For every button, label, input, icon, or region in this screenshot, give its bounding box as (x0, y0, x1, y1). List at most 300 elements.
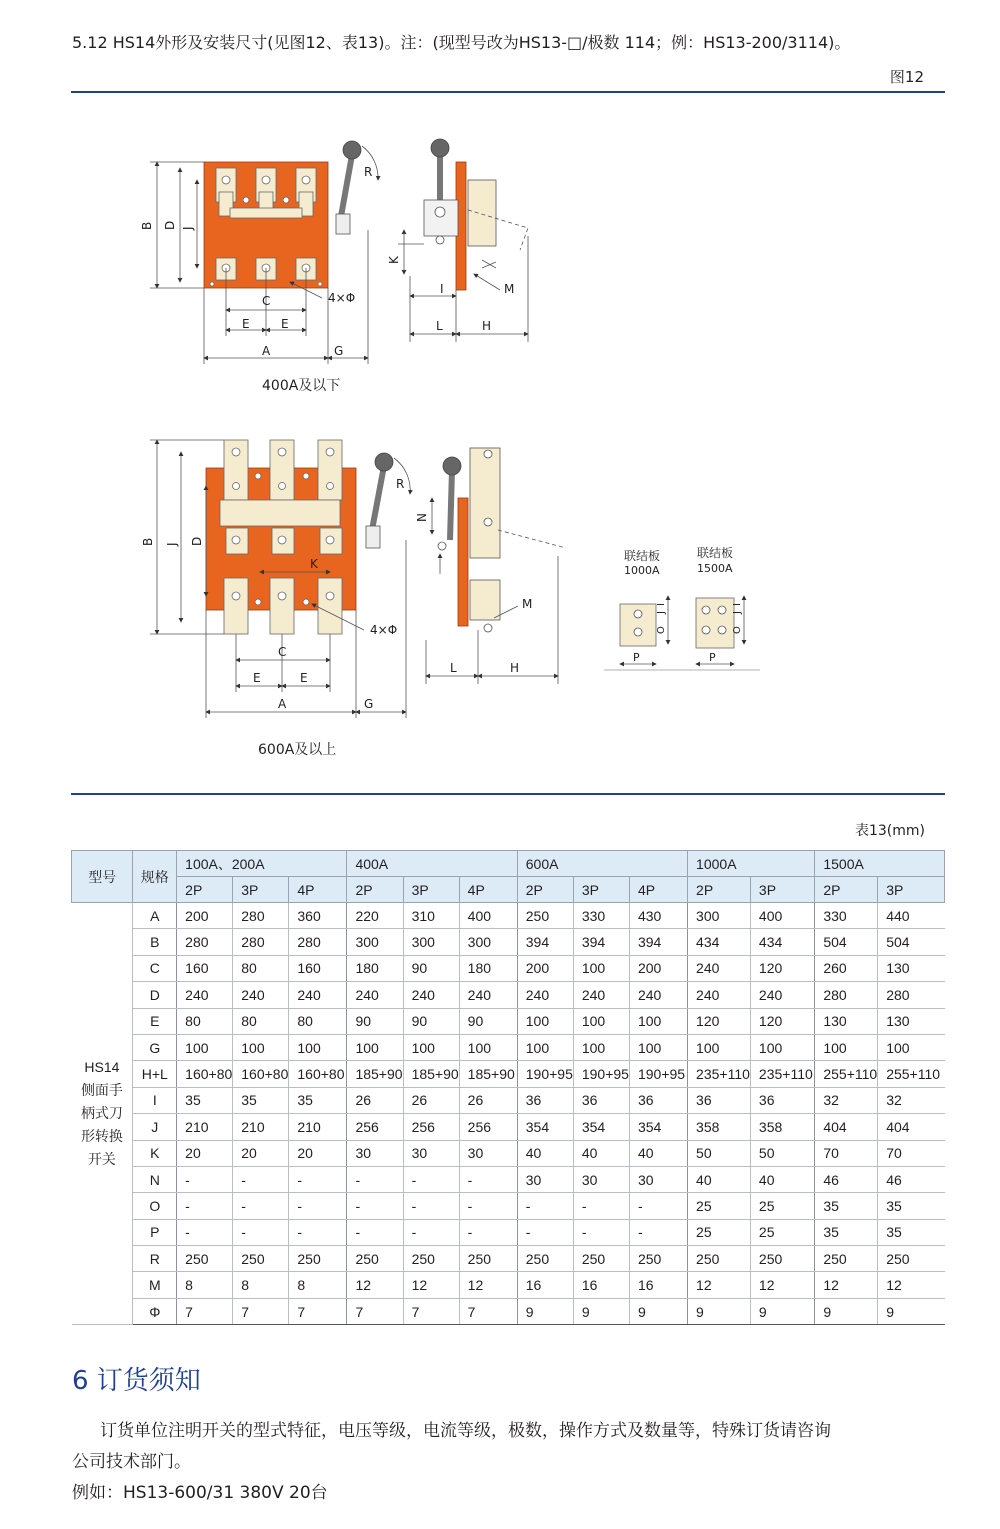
table-cell: 35 (878, 1193, 945, 1219)
plate-1500-rating: 1500A (697, 562, 733, 575)
table-cell: 36 (750, 1087, 814, 1113)
table-cell: 400 (750, 903, 814, 929)
table-row (72, 903, 945, 929)
table-cell: 200 (517, 955, 573, 981)
technical-drawing (0, 100, 1000, 790)
table-cell: 256 (403, 1114, 459, 1140)
table-cell: 30 (403, 1140, 459, 1166)
table-cell: - (517, 1193, 573, 1219)
table-cell: 160+80 (177, 1061, 233, 1087)
pole-header: 4P (629, 877, 687, 903)
table-cell: 240 (403, 982, 459, 1008)
table-cell: 280 (233, 903, 289, 929)
table-row (72, 929, 945, 955)
dim-top-phi: 4×Φ (328, 291, 356, 305)
table-cell: 7 (347, 1298, 403, 1324)
table-cell: - (459, 1166, 517, 1192)
group-header: 600A (517, 851, 687, 877)
table-cell: 310 (403, 903, 459, 929)
table-cell: 330 (815, 903, 878, 929)
table-cell: 100 (403, 1034, 459, 1060)
plate-1000-P: P (633, 651, 640, 664)
model-name-line: HS14 (84, 1059, 120, 1076)
table-cell: 250 (750, 1246, 814, 1272)
table-cell: 70 (815, 1140, 878, 1166)
table-cell: 250 (517, 1246, 573, 1272)
table-cell: 40 (629, 1140, 687, 1166)
order-note-line2: 公司技术部门。 (72, 1452, 191, 1472)
dim-bottom-B: B (141, 537, 155, 546)
table-cell: 100 (688, 1034, 751, 1060)
table-cell: 250 (233, 1246, 289, 1272)
table-cell: 90 (403, 955, 459, 981)
table-cell: - (289, 1219, 347, 1245)
table-cell: 100 (459, 1034, 517, 1060)
table-cell: 404 (815, 1114, 878, 1140)
table-cell: 440 (878, 903, 945, 929)
plate-1000-J: J (656, 611, 667, 614)
table-cell: - (177, 1193, 233, 1219)
row-label: B (133, 929, 177, 955)
table-cell: 40 (573, 1140, 629, 1166)
dim-top-A: A (262, 344, 271, 358)
table-cell: 504 (878, 929, 945, 955)
table-cell: 250 (629, 1246, 687, 1272)
dim-bottom-N: N (415, 513, 429, 522)
table-cell: 50 (688, 1140, 751, 1166)
table-cell: 280 (177, 929, 233, 955)
table-cell: 26 (459, 1087, 517, 1113)
table-cell: 255+110 (815, 1061, 878, 1087)
table-row (72, 1114, 945, 1140)
table-cell: 8 (177, 1272, 233, 1298)
model-name-line: 柄式刀 (80, 1105, 123, 1122)
pole-header: 3P (750, 877, 814, 903)
table-cell: 36 (629, 1087, 687, 1113)
table-cell: 404 (878, 1114, 945, 1140)
pole-header: 2P (347, 877, 403, 903)
table-cell: 180 (459, 955, 517, 981)
dim-top-H: H (482, 319, 492, 333)
row-label: H+L (133, 1061, 177, 1087)
table-cell: 35 (289, 1087, 347, 1113)
plate-1000-rating: 1000A (624, 564, 660, 577)
table-cell: 35 (815, 1193, 878, 1219)
middle-divider (71, 793, 945, 795)
table-cell: 7 (177, 1298, 233, 1324)
table-cell: 90 (347, 1008, 403, 1034)
dim-top-K: K (387, 256, 401, 264)
table-cell: - (347, 1219, 403, 1245)
dim-bottom-K: K (310, 557, 318, 571)
table-cell: 185+90 (403, 1061, 459, 1087)
table-cell: 300 (403, 929, 459, 955)
table-cell: 160 (289, 955, 347, 981)
row-label: J (133, 1114, 177, 1140)
table-cell: 240 (289, 982, 347, 1008)
row-label: C (133, 955, 177, 981)
table-row (72, 1061, 945, 1087)
dim-bottom-J: J (165, 542, 179, 546)
table-cell: 100 (573, 955, 629, 981)
table-cell: 30 (347, 1140, 403, 1166)
table-cell: 180 (347, 955, 403, 981)
plate-1500-O: O (732, 626, 743, 634)
table-cell: 50 (750, 1140, 814, 1166)
table-cell: 330 (573, 903, 629, 929)
row-label: N (133, 1166, 177, 1192)
table-cell: 9 (688, 1298, 751, 1324)
table-cell: 36 (573, 1087, 629, 1113)
dim-top-M: M (504, 282, 515, 296)
table-cell: 16 (517, 1272, 573, 1298)
table-cell: 46 (815, 1166, 878, 1192)
spec-header: 规格 (133, 851, 177, 903)
pole-header: 4P (459, 877, 517, 903)
table-cell: 30 (517, 1166, 573, 1192)
table-row (72, 1008, 945, 1034)
plate-1000-I: I (656, 603, 667, 606)
table-cell: 120 (688, 1008, 751, 1034)
table-cell: 130 (878, 1008, 945, 1034)
table-cell: 36 (688, 1087, 751, 1113)
table-cell: 240 (233, 982, 289, 1008)
caption-600A: 600A及以上 (258, 742, 337, 758)
dim-top-C: C (262, 294, 271, 308)
table-cell: 16 (573, 1272, 629, 1298)
plate-1500 (696, 598, 734, 648)
table-cell: 250 (878, 1246, 945, 1272)
model-name-line: 侧面手 (80, 1082, 123, 1099)
table-cell: 160 (177, 955, 233, 981)
table-cell: 280 (815, 982, 878, 1008)
table-cell: 100 (815, 1034, 878, 1060)
table-cell: 240 (517, 982, 573, 1008)
table-cell: 250 (517, 903, 573, 929)
table-cell: 300 (688, 903, 751, 929)
model-name-line: 开关 (87, 1151, 116, 1168)
row-label: M (133, 1272, 177, 1298)
table-cell: 120 (750, 955, 814, 981)
table-row (72, 1193, 945, 1219)
table-cell: 35 (233, 1087, 289, 1113)
table-cell: 300 (459, 929, 517, 955)
table-cell: 46 (878, 1166, 945, 1192)
table-cell: 185+90 (459, 1061, 517, 1087)
table-cell: - (459, 1219, 517, 1245)
table-cell: 394 (629, 929, 687, 955)
plate-1500-title: 联结板 (697, 546, 734, 560)
table-cell: 8 (233, 1272, 289, 1298)
pole-header: 2P (517, 877, 573, 903)
table-cell: 130 (815, 1008, 878, 1034)
table-cell: 190+95 (629, 1061, 687, 1087)
table-row (72, 1219, 945, 1245)
table-cell: 100 (573, 1008, 629, 1034)
table-cell: 200 (177, 903, 233, 929)
table-cell: 80 (177, 1008, 233, 1034)
dim-bottom-E1: E (253, 671, 261, 685)
table-cell: - (177, 1166, 233, 1192)
table-cell: 26 (347, 1087, 403, 1113)
table-cell: 12 (459, 1272, 517, 1298)
table-cell: 220 (347, 903, 403, 929)
table-cell: 32 (815, 1087, 878, 1113)
table-cell: - (629, 1219, 687, 1245)
table-cell: 30 (629, 1166, 687, 1192)
table-row (72, 1034, 945, 1060)
table-cell: 7 (233, 1298, 289, 1324)
table-cell: 12 (750, 1272, 814, 1298)
table-row (72, 1246, 945, 1272)
table-cell: 100 (517, 1008, 573, 1034)
table-cell: 35 (815, 1219, 878, 1245)
table-cell: 70 (878, 1140, 945, 1166)
table-cell: 12 (347, 1272, 403, 1298)
table-cell: 190+95 (517, 1061, 573, 1087)
table-cell: 255+110 (878, 1061, 945, 1087)
pole-header: 2P (815, 877, 878, 903)
table-cell: 240 (573, 982, 629, 1008)
table-cell: 434 (688, 929, 751, 955)
table-cell: - (629, 1193, 687, 1219)
table-cell: 240 (629, 982, 687, 1008)
table-cell: 400 (459, 903, 517, 929)
row-label: O (133, 1193, 177, 1219)
table-cell: - (233, 1193, 289, 1219)
table-cell: 280 (233, 929, 289, 955)
table-cell: 210 (177, 1114, 233, 1140)
dim-bottom-phi: 4×Φ (370, 623, 398, 637)
table-cell: 280 (289, 929, 347, 955)
table-cell: 185+90 (347, 1061, 403, 1087)
table-cell: 190+95 (573, 1061, 629, 1087)
dim-bottom-A: A (278, 697, 287, 711)
table-cell: 12 (688, 1272, 751, 1298)
plate-1500-I: I (732, 603, 743, 606)
dim-bottom-R: R (396, 477, 405, 491)
table-cell: 256 (347, 1114, 403, 1140)
row-label: A (133, 903, 177, 929)
table-cell: - (289, 1193, 347, 1219)
table-cell: 250 (573, 1246, 629, 1272)
model-name (72, 903, 133, 1325)
table-cell: 9 (750, 1298, 814, 1324)
pole-header-row (72, 877, 945, 903)
plate-1500-J: J (732, 611, 743, 614)
table-cell: 100 (289, 1034, 347, 1060)
table-row (72, 1272, 945, 1298)
model-name-line: 形转换 (80, 1128, 123, 1145)
table-cell: 12 (815, 1272, 878, 1298)
dim-top-L: L (436, 319, 443, 333)
table-cell: 25 (688, 1219, 751, 1245)
pole-header: 2P (688, 877, 751, 903)
group-header: 100A、200A (177, 851, 347, 877)
table-cell: 240 (177, 982, 233, 1008)
figure-label: 图12 (889, 68, 924, 86)
table-cell: - (517, 1219, 573, 1245)
table-cell: 394 (573, 929, 629, 955)
table-cell: 240 (688, 955, 751, 981)
table-cell: 9 (878, 1298, 945, 1324)
table-cell: 30 (573, 1166, 629, 1192)
table-cell: 100 (347, 1034, 403, 1060)
table-cell: 9 (815, 1298, 878, 1324)
table-cell: 240 (750, 982, 814, 1008)
table-cell: 100 (750, 1034, 814, 1060)
table-cell: 250 (177, 1246, 233, 1272)
pole-header: 3P (403, 877, 459, 903)
table-cell: 32 (878, 1087, 945, 1113)
table-cell: - (347, 1166, 403, 1192)
table-cell: 80 (233, 955, 289, 981)
table-cell: 256 (459, 1114, 517, 1140)
table-cell: 260 (815, 955, 878, 981)
table-cell: - (403, 1219, 459, 1245)
table-cell: - (459, 1193, 517, 1219)
table-cell: 160+80 (289, 1061, 347, 1087)
table-cell: 358 (750, 1114, 814, 1140)
plate-1500-P: P (709, 651, 716, 664)
pole-header: 2P (177, 877, 233, 903)
table-cell: 434 (750, 929, 814, 955)
order-example: 例如：HS13-600/31 380V 20台 (72, 1483, 328, 1503)
table-cell: 200 (629, 955, 687, 981)
dim-top-D: D (163, 220, 177, 230)
table-cell: 235+110 (688, 1061, 751, 1087)
table-cell: - (233, 1166, 289, 1192)
table-cell: 354 (517, 1114, 573, 1140)
table-cell: 36 (517, 1087, 573, 1113)
dim-top-R: R (364, 165, 373, 179)
table-caption: 表13(mm) (854, 823, 925, 839)
table-cell: - (233, 1219, 289, 1245)
table-cell: 90 (403, 1008, 459, 1034)
row-label: P (133, 1219, 177, 1245)
table-cell: 100 (233, 1034, 289, 1060)
table-cell: 430 (629, 903, 687, 929)
table-cell: 394 (517, 929, 573, 955)
dim-top-I: I (440, 282, 444, 296)
table-row (72, 955, 945, 981)
pole-header: 3P (573, 877, 629, 903)
group-header: 1000A (688, 851, 815, 877)
table-cell: 250 (403, 1246, 459, 1272)
table-cell: 250 (289, 1246, 347, 1272)
table-cell: 20 (289, 1140, 347, 1166)
table-cell: - (289, 1166, 347, 1192)
table-cell: 40 (688, 1166, 751, 1192)
table-cell: 9 (517, 1298, 573, 1324)
table-row (72, 1087, 945, 1113)
panel-bottom-side (458, 498, 468, 626)
table-row (72, 1140, 945, 1166)
table-cell: 300 (347, 929, 403, 955)
dim-top-E2: E (281, 317, 289, 331)
table-cell: - (573, 1193, 629, 1219)
table-cell: 40 (517, 1140, 573, 1166)
table-cell: 250 (815, 1246, 878, 1272)
table-cell: 9 (573, 1298, 629, 1324)
table-cell: 120 (750, 1008, 814, 1034)
table-cell: 210 (289, 1114, 347, 1140)
table-cell: 25 (750, 1193, 814, 1219)
table-cell: 90 (459, 1008, 517, 1034)
dim-top-G: G (334, 344, 344, 358)
table-cell: - (573, 1219, 629, 1245)
table-cell: 25 (750, 1219, 814, 1245)
table-cell: 9 (629, 1298, 687, 1324)
table-cell: 210 (233, 1114, 289, 1140)
table-cell: 80 (233, 1008, 289, 1034)
table-cell: 100 (573, 1034, 629, 1060)
table-cell: 360 (289, 903, 347, 929)
table-cell: 354 (629, 1114, 687, 1140)
table-cell: 250 (347, 1246, 403, 1272)
table-cell: 240 (688, 982, 751, 1008)
row-label: Φ (133, 1298, 177, 1324)
table-cell: 235+110 (750, 1061, 814, 1087)
table-cell: 35 (177, 1087, 233, 1113)
dim-bottom-D: D (190, 536, 204, 546)
model-header: 型号 (72, 851, 133, 903)
table-cell: 358 (688, 1114, 751, 1140)
table-cell: 20 (233, 1140, 289, 1166)
dim-top-E1: E (242, 317, 250, 331)
table-cell: 504 (815, 929, 878, 955)
table-cell: 40 (750, 1166, 814, 1192)
table-cell: 160+80 (233, 1061, 289, 1087)
table-cell: 26 (403, 1087, 459, 1113)
table-cell: 240 (459, 982, 517, 1008)
table-cell: 7 (289, 1298, 347, 1324)
table-cell: 8 (289, 1272, 347, 1298)
table-cell: 100 (629, 1008, 687, 1034)
row-label: E (133, 1008, 177, 1034)
table-cell: 80 (289, 1008, 347, 1034)
dimension-table (71, 850, 945, 1325)
header-text: 5.12 HS14外形及安装尺寸(见图12、表13)。注：(现型号改为HS13-□/极数 114；例：HS13-200/3114)。 (72, 33, 851, 52)
table-cell: 7 (403, 1298, 459, 1324)
table-cell: - (403, 1193, 459, 1219)
group-header: 400A (347, 851, 517, 877)
row-label: G (133, 1034, 177, 1060)
table-row (72, 1298, 945, 1324)
table-cell: 354 (573, 1114, 629, 1140)
pole-header: 4P (289, 877, 347, 903)
table-cell: 250 (688, 1246, 751, 1272)
table-cell: 35 (878, 1219, 945, 1245)
caption-400A: 400A及以下 (262, 378, 341, 394)
row-label: D (133, 982, 177, 1008)
table-cell: 12 (878, 1272, 945, 1298)
dim-bottom-E2: E (300, 671, 308, 685)
row-label: K (133, 1140, 177, 1166)
table-cell: - (347, 1193, 403, 1219)
table-cell: 12 (403, 1272, 459, 1298)
row-label: R (133, 1246, 177, 1272)
group-header: 1500A (815, 851, 945, 877)
dim-bottom-M: M (522, 597, 533, 611)
table-row (72, 1166, 945, 1192)
dim-bottom-H: H (510, 661, 520, 675)
table-cell: 100 (517, 1034, 573, 1060)
table-cell: - (177, 1219, 233, 1245)
table-cell: 130 (878, 955, 945, 981)
dim-top-B: B (140, 221, 154, 230)
table-cell: 20 (177, 1140, 233, 1166)
